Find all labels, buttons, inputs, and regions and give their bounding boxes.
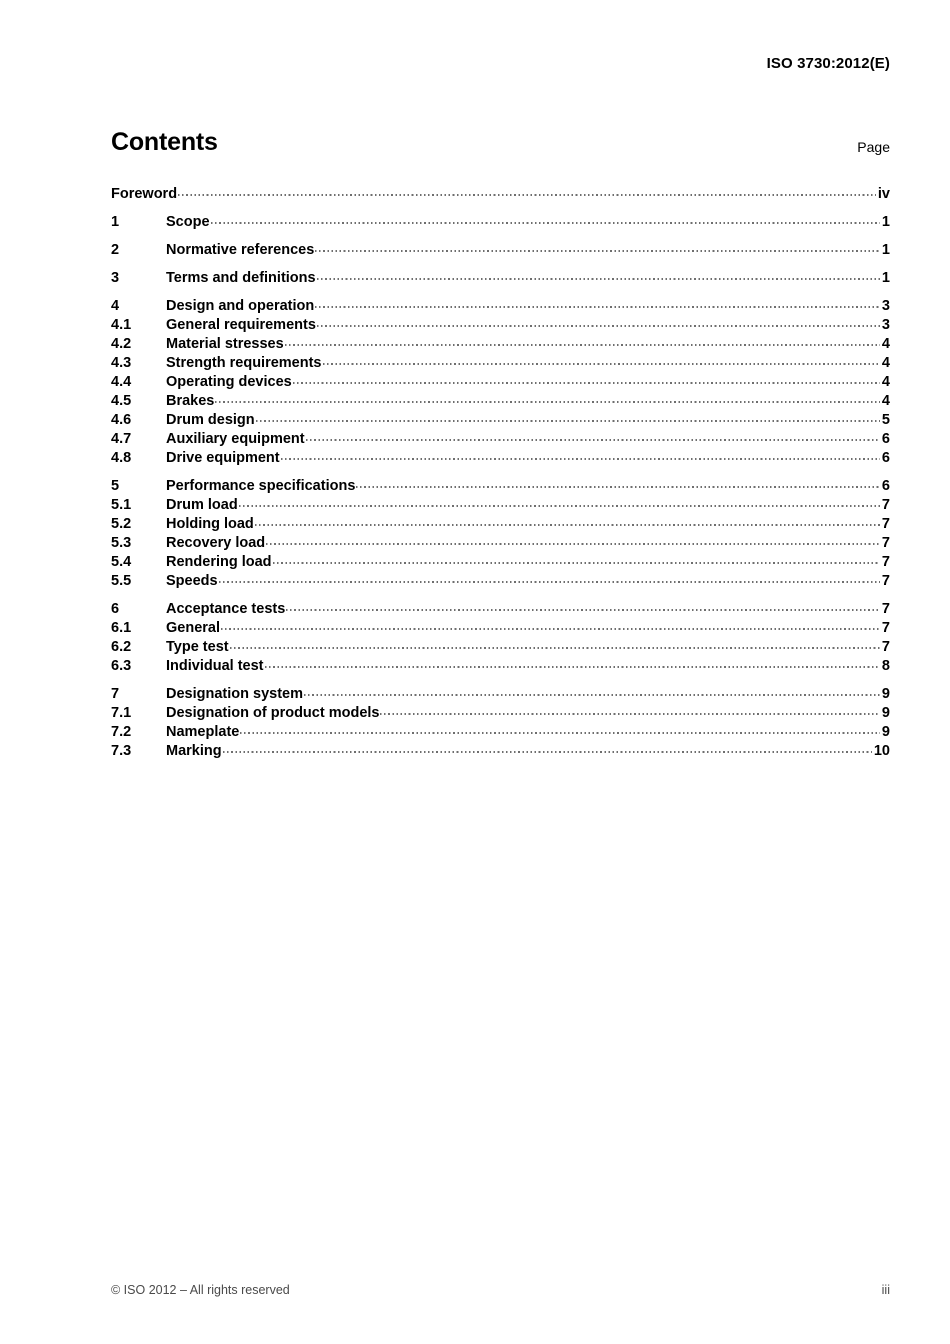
toc-entry-label: Terms and definitions: [166, 270, 316, 286]
toc-entry-page-number: 4: [881, 355, 890, 371]
toc-entry-page-number: 7: [881, 573, 890, 589]
toc-entry-label: Auxiliary equipment: [166, 431, 305, 447]
toc-leader-dots: [239, 495, 880, 509]
toc-entry[interactable]: [111, 599, 890, 618]
toc-entry[interactable]: [111, 495, 890, 514]
toc-entry-page-number: 3: [881, 298, 890, 314]
toc-entry[interactable]: [111, 240, 890, 259]
toc-leader-dots: [306, 429, 880, 443]
toc-entry-number: 4.1: [111, 317, 132, 333]
toc-entry-label: Foreword: [111, 186, 178, 202]
toc-entry-page-number: 1: [881, 214, 890, 230]
toc-entry-page-number: 1: [881, 242, 890, 258]
toc-leader-dots: [317, 268, 880, 282]
toc-leader-dots: [219, 571, 880, 585]
toc-entry-page-number: 7: [881, 554, 890, 570]
toc-entry[interactable]: [111, 618, 890, 637]
toc-entry-number: 5: [111, 478, 120, 494]
toc-entry-number: 4.6: [111, 412, 132, 428]
toc-leader-dots: [230, 637, 880, 651]
toc-entry-page-number: 4: [881, 374, 890, 390]
footer-page-number: iii: [881, 1283, 890, 1297]
toc-entry-page-number: 8: [881, 658, 890, 674]
toc-entry[interactable]: [111, 353, 890, 372]
toc-entry-page-number: 9: [881, 705, 890, 721]
toc-entry-page-number: 7: [881, 620, 890, 636]
toc-entry[interactable]: [111, 334, 890, 353]
toc-entry[interactable]: [111, 315, 890, 334]
toc-entry-label: Design and operation: [166, 298, 315, 314]
toc-entry[interactable]: [111, 476, 890, 495]
toc-entry[interactable]: [111, 448, 890, 467]
page-column-header: Page: [857, 139, 890, 155]
toc-entry-number: 4.2: [111, 336, 132, 352]
toc-entry-number: 3: [111, 270, 120, 286]
toc-entry-number: 4.5: [111, 393, 132, 409]
toc-entry-number: 5.5: [111, 573, 132, 589]
toc-entry-label: Performance specifications: [166, 478, 356, 494]
toc-entry-page-number: 5: [881, 412, 890, 428]
toc-entry[interactable]: [111, 391, 890, 410]
toc-leader-dots: [293, 372, 880, 386]
toc-leader-dots: [273, 552, 880, 566]
toc-entry[interactable]: [111, 741, 890, 760]
toc-entry-page-number: iv: [877, 186, 890, 202]
toc-entry-page-number: 6: [881, 478, 890, 494]
toc-leader-dots: [256, 410, 880, 424]
toc-leader-dots: [304, 684, 880, 698]
toc-entry-page-number: 10: [873, 743, 890, 759]
toc-entry-label: Strength requirements: [166, 355, 322, 371]
toc-entry[interactable]: [111, 372, 890, 391]
toc-entry-number: 1: [111, 214, 120, 230]
toc-entry-page-number: 6: [881, 450, 890, 466]
document-footer: [111, 1283, 890, 1299]
toc-leader-dots: [315, 296, 880, 310]
toc-entry[interactable]: [111, 212, 890, 231]
toc-leader-dots: [240, 722, 880, 736]
toc-entry-number: 4.3: [111, 355, 132, 371]
toc-entry-number: 4.4: [111, 374, 132, 390]
toc-entry[interactable]: [111, 684, 890, 703]
toc-entry-label: Acceptance tests: [166, 601, 286, 617]
toc-entry[interactable]: [111, 429, 890, 448]
toc-entry-page-number: 9: [881, 724, 890, 740]
toc-leader-dots: [281, 448, 880, 462]
toc-leader-dots: [266, 533, 880, 547]
toc-entry-label: Nameplate: [166, 724, 240, 740]
toc-leader-dots: [265, 656, 880, 670]
toc-entry[interactable]: [111, 656, 890, 675]
toc-entry-number: 2: [111, 242, 120, 258]
toc-leader-dots: [221, 618, 880, 632]
toc-entry[interactable]: [111, 533, 890, 552]
toc-entry[interactable]: [111, 552, 890, 571]
toc-entry-number: 6.1: [111, 620, 132, 636]
toc-leader-dots: [380, 703, 879, 717]
toc-entry-label: Scope: [166, 214, 210, 230]
toc-entry-page-number: 4: [881, 336, 890, 352]
toc-entry-number: 7: [111, 686, 120, 702]
toc-leader-dots: [223, 741, 872, 755]
toc-entry-label: Normative references: [166, 242, 315, 258]
toc-leader-dots: [255, 514, 880, 528]
toc-entry-page-number: 7: [881, 535, 890, 551]
toc-entry[interactable]: [111, 571, 890, 590]
footer-copyright: © ISO 2012 – All rights reserved: [111, 1283, 290, 1297]
contents-title-row: [111, 128, 890, 162]
toc-entry[interactable]: [111, 703, 890, 722]
toc-entry[interactable]: [111, 514, 890, 533]
toc-entry-page-number: 7: [881, 601, 890, 617]
toc-entry-page-number: 3: [881, 317, 890, 333]
toc-entry[interactable]: [111, 410, 890, 429]
toc-entry[interactable]: [111, 296, 890, 315]
toc-entry-label: Drum load: [166, 497, 238, 513]
toc-entry-label: Recovery load: [166, 535, 266, 551]
toc-entry-label: Drum design: [166, 412, 255, 428]
toc-entry-number: 7.3: [111, 743, 132, 759]
toc-leader-dots: [178, 184, 876, 198]
toc-entry-label: Brakes: [166, 393, 215, 409]
toc-entry-label: Material stresses: [166, 336, 284, 352]
toc-entry-label: Holding load: [166, 516, 254, 532]
toc-entry-number: 5.1: [111, 497, 132, 513]
toc-leader-dots: [286, 599, 880, 613]
toc-entry-label: Designation system: [166, 686, 303, 702]
toc-leader-dots: [356, 476, 880, 490]
toc-entry-number: 4: [111, 298, 120, 314]
toc-leader-dots: [323, 353, 880, 367]
toc-entry-label: Operating devices: [166, 374, 292, 390]
toc-entry-label: Individual test: [166, 658, 264, 674]
toc-entry-number: 7.2: [111, 724, 132, 740]
toc-entry-page-number: 1: [881, 270, 890, 286]
toc-entry[interactable]: [111, 722, 890, 741]
toc-entry-page-number: 4: [881, 393, 890, 409]
toc-entry[interactable]: [111, 268, 890, 287]
toc-entry-label: Marking: [166, 743, 222, 759]
toc-entry-label: Designation of product models: [166, 705, 380, 721]
toc-entry-label: Speeds: [166, 573, 218, 589]
toc-leader-dots: [317, 315, 880, 329]
toc-entry-number: 6: [111, 601, 120, 617]
toc-entry-number: 4.8: [111, 450, 132, 466]
toc-entry-number: 4.7: [111, 431, 132, 447]
toc-entry-label: General requirements: [166, 317, 316, 333]
toc-leader-dots: [315, 240, 880, 254]
toc-entry[interactable]: [111, 184, 890, 203]
document-header-standard-reference: ISO 3730:2012(E): [766, 55, 890, 72]
toc-entry-page-number: 7: [881, 516, 890, 532]
toc-entry-number: 7.1: [111, 705, 132, 721]
toc-leader-dots: [211, 212, 880, 226]
toc-leader-dots: [215, 391, 880, 405]
toc-entry-number: 6.3: [111, 658, 132, 674]
toc-entry-label: Rendering load: [166, 554, 272, 570]
toc-leader-dots: [285, 334, 880, 348]
toc-entry-number: 6.2: [111, 639, 132, 655]
toc-entry-page-number: 7: [881, 497, 890, 513]
toc-entry-label: General: [166, 620, 220, 636]
toc-entry-page-number: 6: [881, 431, 890, 447]
toc-entry[interactable]: [111, 637, 890, 656]
page-title: Contents: [111, 128, 218, 156]
toc-entry-number: 5.3: [111, 535, 132, 551]
toc-entry-number: 5.4: [111, 554, 132, 570]
toc-entry-label: Drive equipment: [166, 450, 280, 466]
toc-entry-number: 5.2: [111, 516, 132, 532]
toc-entry-page-number: 9: [881, 686, 890, 702]
table-of-contents: [111, 184, 890, 760]
toc-entry-page-number: 7: [881, 639, 890, 655]
toc-entry-label: Type test: [166, 639, 229, 655]
